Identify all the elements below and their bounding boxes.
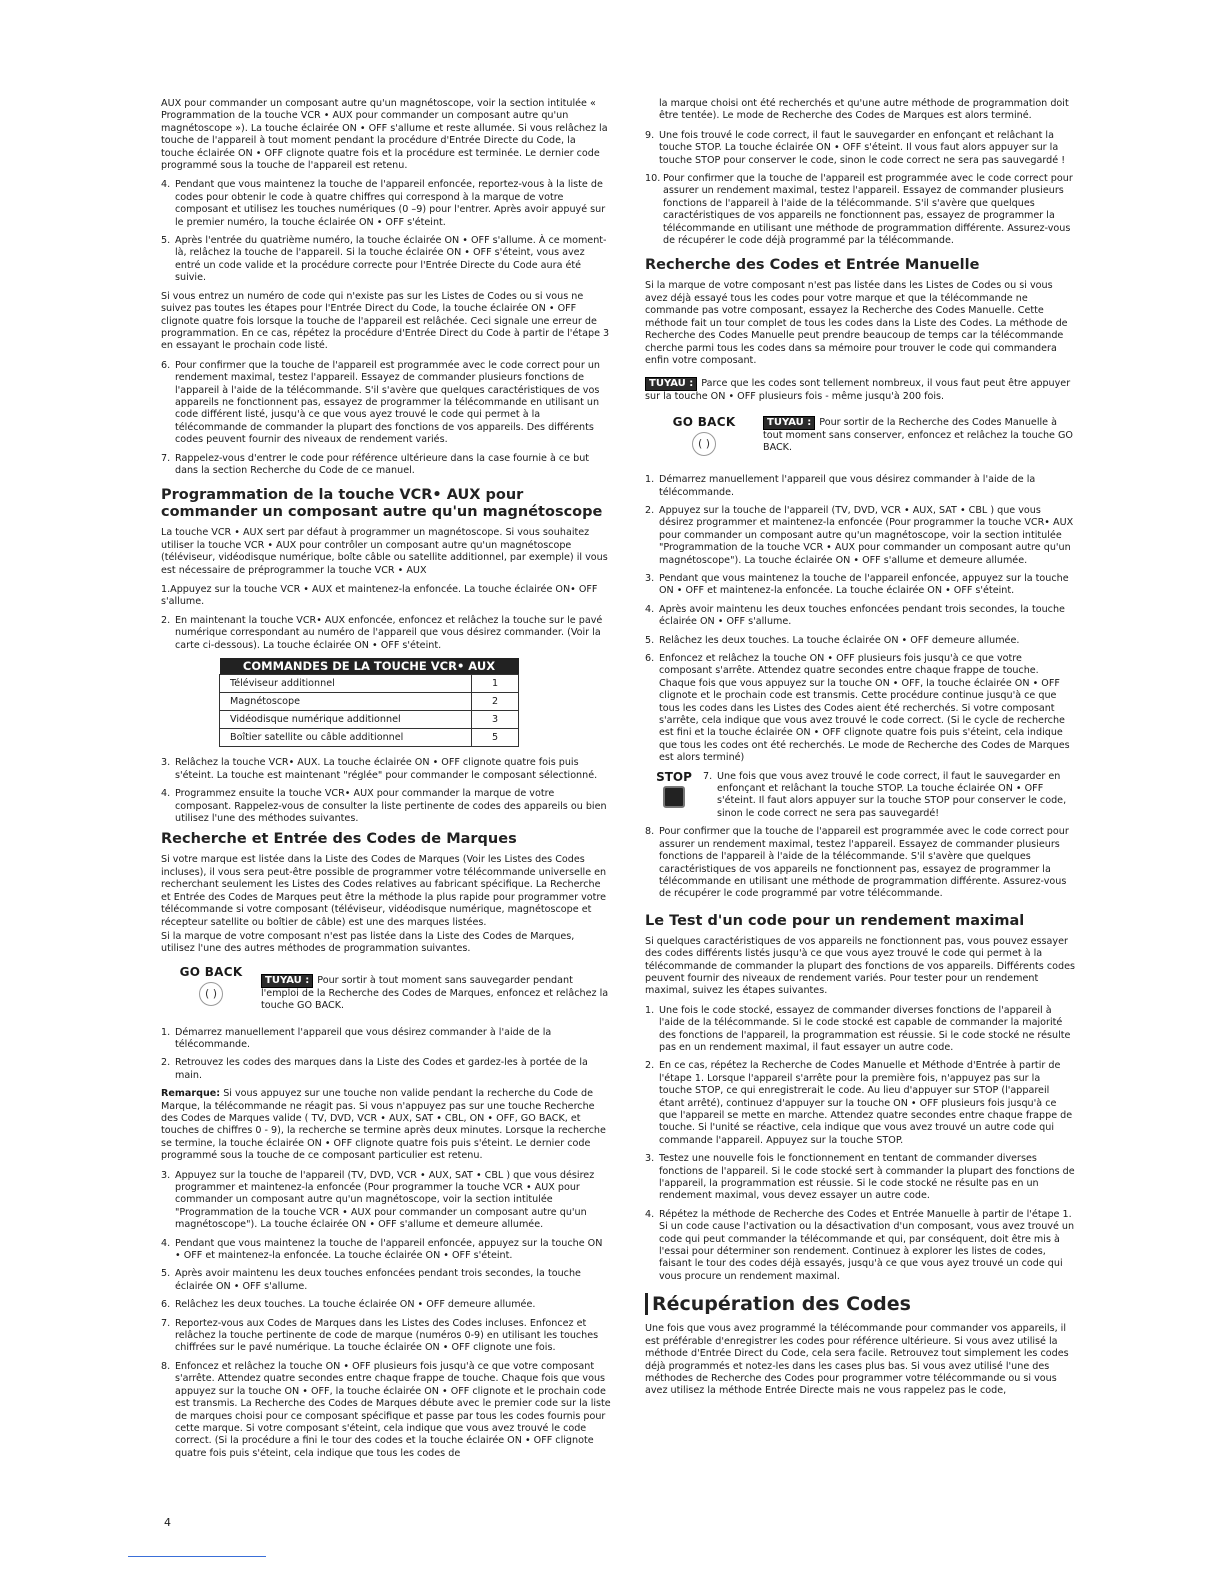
tip-badge: TUYAU : <box>261 974 313 988</box>
list-item: 4. Pendant que vous maintenez la touche de l'appareil enfoncée, appuyez sur la touche ON • OFF et maintenez-la enfoncée. La touche éclairée ON • OFF s'éteint. <box>161 1237 603 1262</box>
manuelle-paragraph: Si la marque de votre composant n'est pas listée dans les Listes de Codes ou si vous avez déjà essayé tous les codes pour votre marque et que la télécommande ne commande pas votre composant, essayez la Recherche des Codes Manuelle. Cette méthode fait un tour complet de tous les codes dans la Liste des Codes. La méthode de Recherche des Codes Manuelle peut prendre beaucoup de temps car la télécommande cherche parmi tous les codes dans sa mémoire pour trouver le code qui commandera enfin votre composant. <box>645 280 1068 366</box>
list-item: 5. Relâchez les deux touches. La touche éclairée ON • OFF demeure allumée. <box>645 634 1020 646</box>
tip-badge: TUYAU : <box>645 377 697 391</box>
list-item: 8. Enfoncez et relâchez la touche ON • OFF plusieurs fois jusqu'à ce que votre composant s'arrête. Attendez quatre secondes entre chaque frappe de touche. Chaque fois que vous appuyez sur la touche ON • OFF, la touche éclairée ON • OFF clignote et le prochain code est transmis. La Recherche des Codes de Marques débute avec le premier code sur la liste de marques choisi pour ce composant spécifique et passe par tous les codes fournis pour cette marque. Si votre composant s'éteint, cela indique que vous avez trouvé le code correct. (Si la procédure a fini le tour des codes et la touche éclairée ON • OFF clignote quatre fois puis s'éteint, cela indique que tous les codes de <box>161 1360 611 1459</box>
vcr-step-1: 1.Appuyez sur la touche VCR • AUX et maintenez-la enfoncée. La touche éclairée ON• OFF s'allume. <box>161 584 598 608</box>
list-item: 2. Retrouvez les codes des marques dans la Liste des Codes et gardez-les à portée de la main. <box>161 1057 588 1081</box>
list-item: 2. Appuyez sur la touche de l'appareil (TV, DVD, VCR • AUX, SAT • CBL ) que vous désirez programmer et maintenez-la enfoncée (Pour programmer la touche VCR• AUX pour commander un composant autre qu'un magnétoscope, voir la section intitulée "Programmation de la touche VCR • AUX pour commander un composant autre qu'un magnétoscope"). La touche éclairée ON • OFF s'allume et demeure allumée. <box>645 504 1074 566</box>
go-back-icon: ( ) <box>199 982 223 1006</box>
list-item: 2. En ce cas, répétez la Recherche de Codes Manuelle et Méthode d'Entrée à partir de l'étape 1. Lorsque l'appareil s'arrête pour la première fois, n'appuyez pas sur la touche STOP, ce qui enregistrerait le code. Au lieu d'appuyer sur STOP (l'appareil étant arrêté), continuez d'appuyer sur la touche ON • OFF plusieurs fois jusqu'à ce que l'appareil se mette en marche. Attendez quatre secondes entre chaque frappe de touche. Si l'unité se réactive, cela indique que vous avez trouvé un autre code qui commande l'appareil. Appuyez sur la touche STOP. <box>645 1060 1073 1146</box>
list-item: 1. Une fois le code stocké, essayez de commander diverses fonctions de l'appareil à l'aide de la télécommande. Si le code stocké est capable de commander la majorité des fonctions de l'appareil, la programmation est réussie. Si le code stocké ne résulte pas en un rendement maximal, il faut essayer un autre code. <box>645 1004 1071 1053</box>
list-item: 1. Démarrez manuellement l'appareil que vous désirez commander à l'aide de la télécommande. <box>161 1026 552 1050</box>
list-item: 6. Pour confirmer que la touche de l'appareil est programmée avec le code correct pour un rendement maximal, testez l'appareil. Essayez de commander plusieurs fonctions de l'appareil à l'aide de la télécommande. S'il s'avère que quelques caractéristiques de vos appareils ne fonctionnent pas, essayez de programmer la télécommande en utilisant un code différent listé, jusqu'à ce que vous ayez trouvé le code qui permet à la télécommande de commander la plupart des fonctions de vos appareils. Des différents codes peuvent fournir des niveaux de rendement variés. <box>161 359 600 446</box>
list-item: 2. En maintenant la touche VCR• AUX enfoncée, enfoncez et relâchez la touche sur le pavé numérique correspondant au numéro de l'appareil que vous désirez commander. (Voir la carte ci-dessous). La touche éclairée ON • OFF s'éteint. <box>161 614 603 651</box>
list-item: 4. Répétez la méthode de Recherche des Codes et Entrée Manuelle à partir de l'étape 1. Si un code cause l'activation ou la désactivation d'un composant, vous avez trouvé un code qui peut commander la télécommande et qui, par conséquent, doit être mis à l'essai pour déterminer son rendement. Continuez à explorer les listes de codes, faisant le tour des codes déjà essayés, jusqu'à ce que vous ayez trouvé un code qui vous procure un rendement maximal. <box>645 1208 1075 1282</box>
go-back-label: GO BACK <box>672 414 736 429</box>
marques-paragraph-2: Si la marque de votre composant n'est pas listée dans la Liste des Codes de Marques, utilisez l'une des autres méthodes de programmation suivantes. <box>161 930 575 955</box>
tip-text: Pour sortir à tout moment sans sauvegarder pendant l'emploi de la Recherche des Codes de Marques, enfoncez et relâchez la touche GO BACK. <box>261 974 609 1012</box>
list-item: 3. Pendant que vous maintenez la touche de l'appareil enfoncée, appuyez sur la touche ON • OFF et maintenez-la enfoncée. La touche éclairée ON • OFF s'éteint. <box>645 572 1069 597</box>
stop-step: STOP 7. Une fois que vous avez trouvé le code correct, il faut le sauvegarder en enfonçant et relâchant la touche STOP. La touche éclairée ON • OFF s'éteint. Il faut alors appuyer sur la touche STOP pour conserver le code, sinon le code correct ne sera pas sauvegardé! <box>645 771 1075 821</box>
left-column <box>161 98 611 1466</box>
list-item: 6. Enfoncez et relâchez la touche ON • OFF plusieurs fois jusqu'à ce que votre composant s'arrête. Attendez quatre secondes entre chaque frappe de touche. Chaque fois que vous appuyez sur la touche ON • OFF, la touche éclairée ON • OFF clignote et le prochain code est transmis. Cette procédure continue jusqu'à ce que tous les codes dans les Listes des Codes aient été recherchés. Si votre composant s'arrête, cela indique que vous avez trouvé le code correct. (Si le cycle de recherche est fini et la touche éclairée ON • OFF clignote quatre fois puis s'éteint, cela indique que tous les codes ont été recherchés. Le mode de Recherche des Codes de Marques est alors terminé) <box>645 653 1070 764</box>
list-item: 7. Reportez-vous aux Codes de Marques dans les Listes des Codes incluses. Enfoncez et relâchez la touche pertinente de code de marque (numéros 0-9) en utilisant les touches chiffrées sur le pavé numérique. La touche éclairée ON • OFF clignote une fois. <box>161 1317 599 1354</box>
list-item: 10. Pour confirmer que la touche de l'appareil est programmée avec le code correct pour assurer un rendement maximal, testez l'appareil. Essayez de commander plusieurs fonctions de l'appareil à l'aide de la télécommande. S'il s'avère que quelques caractéristiques de vos appareils ne fonctionnent pas, essayez de programmer la télécommande en utilisant une méthode de programmation différente. Assurez-vous de récupérer le code déjà programmé par la télécommande. <box>645 173 1073 247</box>
list-item: 7. Rappelez-vous d'entrer le code pour référence ultérieure dans la case fournie à ce but dans la section Recherche du Code de ce manuel. <box>161 452 590 476</box>
list-item: 4. Pendant que vous maintenez la touche de l'appareil enfoncée, reportez-vous à la liste de codes pour obtenir le code à quatre chiffres qui correspond à la marque de votre composant et utilisez les touches numériques (0 –9) pour l'entrer. Après avoir appuyé sur le premier numéro, la touche éclairée ON • OFF s'éteint. <box>161 179 606 228</box>
stop-label: STOP <box>656 769 692 784</box>
tip-badge: TUYAU : <box>763 416 815 430</box>
section-heading-recuperation: Récupération des Codes <box>645 1293 1075 1315</box>
go-back-tip <box>645 416 1075 456</box>
go-back-icon: ( ) <box>692 432 716 456</box>
error-paragraph: Si vous entrez un numéro de code qui n'existe pas sur les Listes de Codes ou si vous ne suivez pas toutes les étapes pour l'Entrée Direct du Code, la touche éclairée ON • OFF clignote quatre fois lorsque la touche de l'appareil est relâchée. Ceci signale une erreur de programmation. En ce cas, répétez la procédure d'Entrée Direct du Code à partir de l'étape 3 en essayant le prochain code listé. <box>161 290 610 352</box>
test-paragraph: Si quelques caractéristiques de vos appareils ne fonctionnent pas, vous pouvez essayer des codes différents listés jusqu'à ce que vous ayez trouvé le code qui permet à la télécommande de commander la plupart des fonctions de vos appareils. Différents codes peuvent fournir des niveaux de rendement variés. Pour tester pour un rendement maximal, suivez les étapes suivantes. <box>645 935 1075 997</box>
intro-paragraph: AUX pour commander un composant autre qu'un magnétoscope, voir la section intitulée « Programmation de la touche VCR • AUX pour commander un composant autre qu'un magnétoscope »). La touche éclairée ON • OFF s'allume et reste allumée. Si vous relâchez la touche de l'appareil à tout moment pendant la procédure d'Entrée Directe du Code, la touche éclairée ON • OFF clignote quatre fois et la procédure est terminée. Le dernier code programmé sous la touche de l'appareil est retenu. <box>161 98 608 172</box>
list-item: 3. Appuyez sur la touche de l'appareil (TV, DVD, VCR • AUX, SAT • CBL ) que vous désirez programmer et maintenez-la enfoncée (Pour programmer la touche VCR • AUX pour commander un composant autre qu'un magnétoscope, voir la section intitulée "Programmation de la touche VCR • AUX pour commander un composant autre qu'un magnétoscope"). La touche éclairée ON • OFF s'allume et demeure allumée. <box>161 1169 595 1231</box>
list-item: 4. Après avoir maintenu les deux touches enfoncées pendant trois secondes, la touche éclairée ON • OFF s'allume. <box>645 603 1065 628</box>
list-item: 8. Pour confirmer que la touche de l'appareil est programmée avec le code correct pour assurer un rendement maximal, testez l'appareil. Essayez de commander plusieurs fonctions de l'appareil à l'aide de la télécommande. S'il s'avère que quelques caractéristiques de vos appareils ne fonctionnent pas, essayez de programmer la télécommande en utilisant une méthode de programmation différente. Assurez-vous de récupérer le code programmé par votre télécommande. <box>645 826 1069 900</box>
right-column <box>645 98 1075 1405</box>
table-title: COMMANDES DE LA TOUCHE VCR• AUX <box>220 658 519 675</box>
list-item: 5. Après l'entrée du quatrième numéro, la touche éclairée ON • OFF s'allume. À ce moment-là, relâchez la touche de l'appareil. Si la touche éclairée ON • OFF s'éteint, vous avez entré un code valide et la procédure correcte pour l'Entrée Directe du Code aura été suivie. <box>161 235 607 284</box>
vcr-intro: La touche VCR • AUX sert par défaut à programmer un magnétoscope. Si vous souhaitez utiliser la touche VCR • AUX pour contrôler un composant autre qu'un magnétoscope (téléviseur, vidéodisque numérique, boîte câble ou satellite additionnel, par exemple) il vous est nécessaire de préprogrammer la touche VCR • AUX <box>161 527 608 576</box>
section-heading-test: Le Test d'un code pour un rendement maximal <box>645 912 1025 929</box>
footer-rule <box>128 1556 266 1557</box>
table-row: Magnétoscope 2 <box>220 693 519 711</box>
marques-paragraph: Si votre marque est listée dans la Liste des Codes de Marques (Voir les Listes des Codes incluses), il vous sera peut-être possible de programmer votre télécommande universelle en recherchant seulement les Listes des Codes relatives au fabricant spécifique. La Recherche et Entrée des Codes de Marques peut être la méthode la plus rapide pour programmer votre télécommande si votre composant (téléviseur, vidéodisque numérique, magnétoscope et récepteur satellite ou boîtier de câble) est une des marques listées. <box>161 854 607 928</box>
list-item: 3. Testez une nouvelle fois le fonctionnement en tentant de commander diverses fonctions de l'appareil. Si le code stocké sert à commander la plupart des fonctions de l'appareil, la programmation est réussie. Si le code stocké ne résulte pas en un rendement maximal, vous devez essayer un autre code. <box>645 1153 1075 1202</box>
remarque-paragraph: Remarque: Si vous appuyez sur une touche non valide pendant la recherche du Code de Marque, la télécommande ne réagit pas. Si vous n'appuyez pas sur une touche Recherche des Codes de Marques valide ( TV, DVD, VCR • AUX, SAT • CBL, ON • OFF, GO BACK, et touches de chiffres 0 - 9), la recherche se termine après deux minutes. Lorsque la recherche se termine, la touche éclairée ON • OFF clignote quatre fois puis s'éteint. Le dernier code programmé sous la touche de ce composant particulier est retenu. <box>161 1088 606 1162</box>
go-back-label: GO BACK <box>179 964 243 979</box>
vcr-aux-command-table <box>219 658 519 747</box>
tip-text: Pour sortir de la Recherche des Codes Manuelle à tout moment sans conserver, enfoncez et relâchez la touche GO BACK. <box>763 416 1073 454</box>
table-row: Téléviseur additionnel 1 <box>220 675 519 693</box>
list-item: 9. Une fois trouvé le code correct, il faut le sauvegarder en enfonçant et relâchant la touche STOP. La touche éclairée ON • OFF s'éteint. Il vous faut alors appuyer sur la touche STOP pour conserver le code, sinon le code correct ne sera pas sauvegardé ! <box>645 129 1066 166</box>
section-heading-manuelle: Recherche des Codes et Entrée Manuelle <box>645 257 980 274</box>
list-item: 5. Après avoir maintenu les deux touches enfoncées pendant trois secondes, la touche éclairée ON • OFF s'allume. <box>161 1268 581 1292</box>
page-number: 4 <box>164 1516 171 1529</box>
table-row: Vidéodisque numérique additionnel 3 <box>220 711 519 729</box>
stop-icon <box>663 786 685 808</box>
list-item: 4. Programmez ensuite la touche VCR• AUX pour commander la marque de votre composant. Rappelez-vous de consulter la liste pertinente de codes des appareils ou bien utilisez l'une des méthodes suivantes. <box>161 788 607 825</box>
list-item: 3. Relâchez la touche VCR• AUX. La touche éclairée ON • OFF clignote quatre fois puis s'éteint. La touche est maintenant "réglée" pour commander le composant sélectionné. <box>161 757 598 781</box>
section-heading-marques: Recherche et Entrée des Codes de Marques <box>161 831 517 848</box>
continued-paragraph: la marque choisi ont été recherchés et qu'une autre méthode de programmation doit être tentée). Le mode de Recherche des Codes de Marques est alors terminé. <box>659 98 1069 122</box>
list-item: 1. Démarrez manuellement l'appareil que vous désirez commander à l'aide de la télécommande. <box>645 474 1036 498</box>
table-row: Boîtier satellite ou câble additionnel 5 <box>220 729 519 747</box>
recuperation-paragraph: Une fois que vous avez programmé la télécommande pour commander vos appareils, il est préférable d'enregistrer les codes pour référence ultérieure. Si vous avez utilisé la méthode d'Entrée Direct du Code, cela sera facile. Retrouvez tout simplement les codes déjà programmés et notez-les dans les cases plus bas. Si vous avez utilisé l'une des méthodes de Recherche des Codes pour programmer votre télécommande ou si vous avez utilisez la méthode Entrée Directe mais ne vous rappelez pas le code, <box>645 1323 1069 1397</box>
section-heading-vcr-aux: Programmation de la touche VCR• AUX pour commander un composant autre qu'un magnétoscope <box>161 487 603 521</box>
list-item: 6. Relâchez les deux touches. La touche éclairée ON • OFF demeure allumée. <box>161 1299 536 1311</box>
tip-200: TUYAU : Parce que les codes sont tellement nombreux, il vous faut peut être appuyer sur la touche ON • OFF plusieurs fois - même jusqu'à 200 fois. <box>645 378 1071 403</box>
go-back-tip <box>161 966 611 1013</box>
